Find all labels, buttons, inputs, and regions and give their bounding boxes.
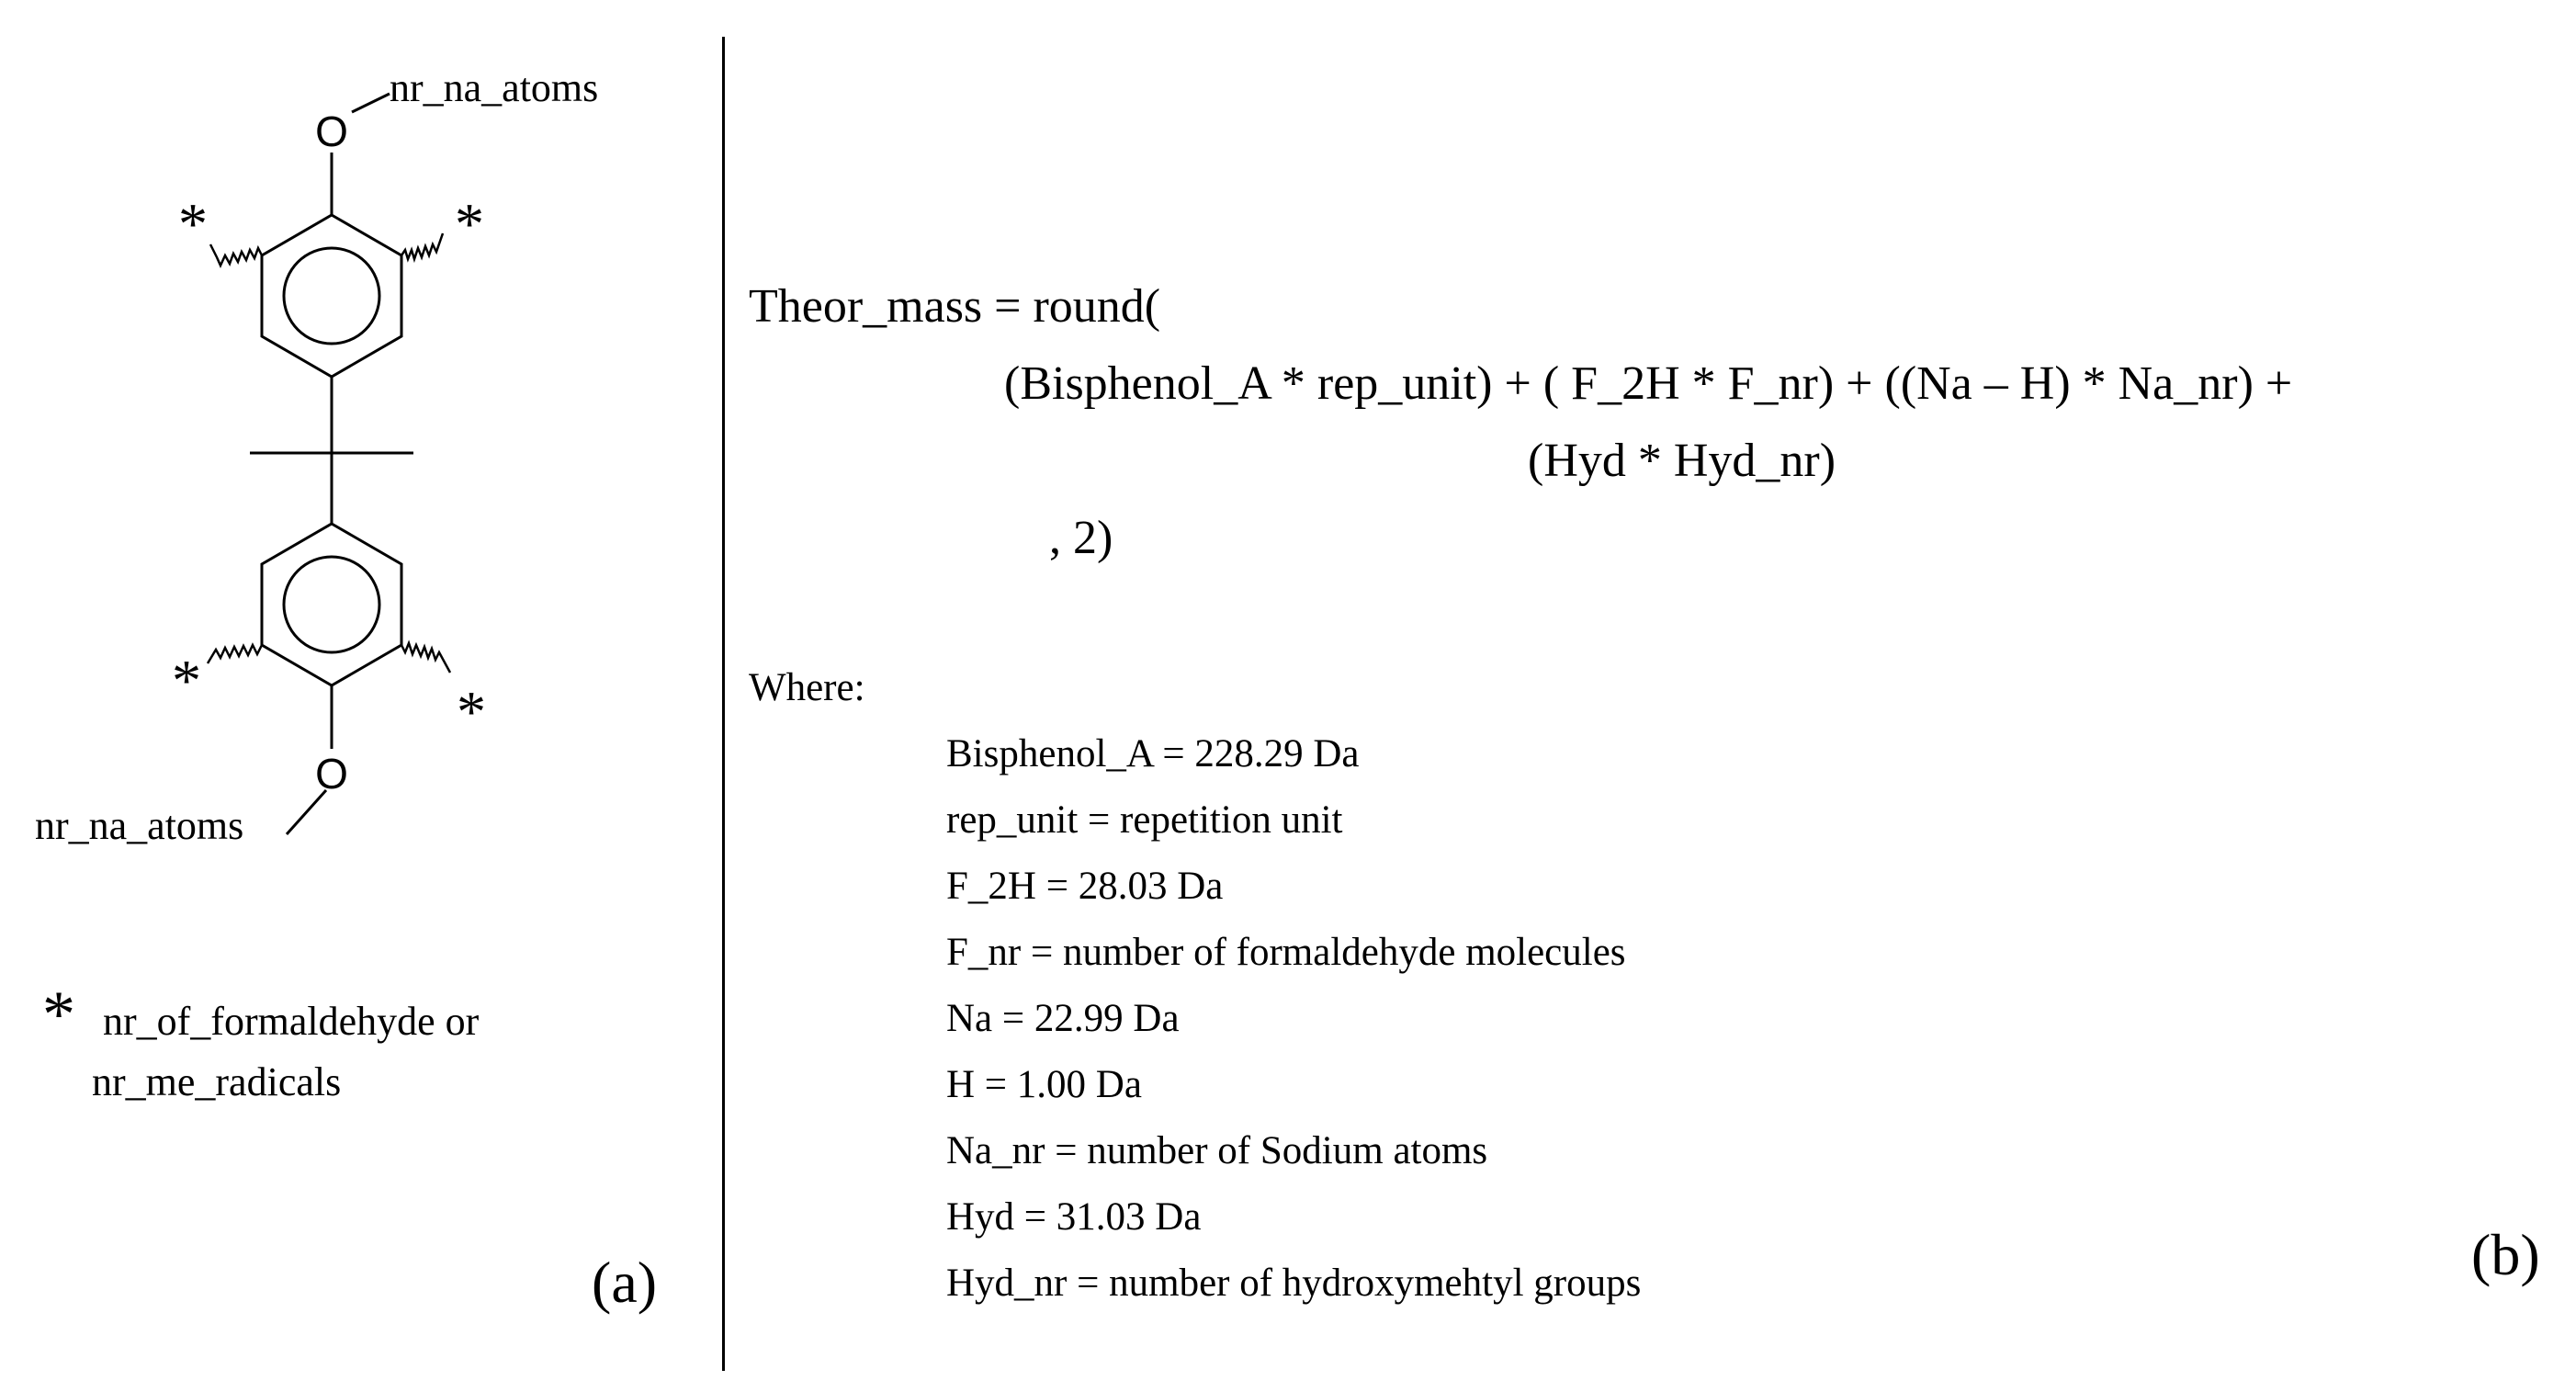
asterisk-top-left: * xyxy=(178,191,208,256)
definition-bisphenol-a: Bisphenol_A = 228.29 Da xyxy=(946,732,1360,775)
top-oxygen-atom: O xyxy=(315,108,348,155)
wavy-bond-bottom-right xyxy=(401,643,450,673)
top-ring-aromatic-circle xyxy=(284,248,379,344)
bottom-ring-aromatic-circle xyxy=(284,557,379,652)
legend-line-2: nr_me_radicals xyxy=(92,1059,342,1104)
definition-f-2h: F_2H = 28.03 Da xyxy=(946,865,1224,908)
legend-asterisk: * xyxy=(42,978,75,1051)
asterisk-bottom-left: * xyxy=(172,648,201,713)
definition-f-nr: F_nr = number of formaldehyde molecules xyxy=(946,931,1626,974)
asterisk-bottom-right: * xyxy=(457,679,486,744)
top-substituent-bond xyxy=(352,94,390,112)
wavy-bond-top-right xyxy=(401,233,443,259)
formula-line-2: (Bisphenol_A * rep_unit) + ( F_2H * F_nr) + ((Na – H) * Na_nr) + xyxy=(1004,357,2293,410)
bisphenol-a-structure-diagram xyxy=(0,0,722,1392)
wavy-bond-bottom-left xyxy=(208,645,262,663)
formula-line-3: (Hyd * Hyd_nr) xyxy=(1528,435,1836,487)
asterisk-top-right: * xyxy=(455,191,484,256)
definition-hyd-nr: Hyd_nr = number of hydroxymehtyl groups xyxy=(946,1262,1642,1305)
wavy-bond-top-left xyxy=(210,244,262,266)
formula-line-4: , 2) xyxy=(1049,512,1113,564)
panel-label-b: (b) xyxy=(2471,1222,2540,1287)
definition-na: Na = 22.99 Da xyxy=(946,997,1180,1040)
definition-hyd: Hyd = 31.03 Da xyxy=(946,1195,1202,1239)
definition-na-nr: Na_nr = number of Sodium atoms xyxy=(946,1129,1488,1172)
panel-label-a: (a) xyxy=(592,1250,658,1315)
definition-h: H = 1.00 Da xyxy=(946,1063,1142,1106)
definition-rep-unit: rep_unit = repetition unit xyxy=(946,798,1343,842)
bottom-nr-na-atoms-label: nr_na_atoms xyxy=(35,803,244,848)
top-nr-na-atoms-label: nr_na_atoms xyxy=(390,65,599,110)
formula-line-1: Theor_mass = round( xyxy=(749,280,1161,333)
bottom-oxygen-atom: O xyxy=(315,750,348,798)
panel-divider xyxy=(722,37,725,1371)
legend-line-1: nr_of_formaldehyde or xyxy=(103,999,480,1044)
where-label: Where: xyxy=(749,666,865,709)
